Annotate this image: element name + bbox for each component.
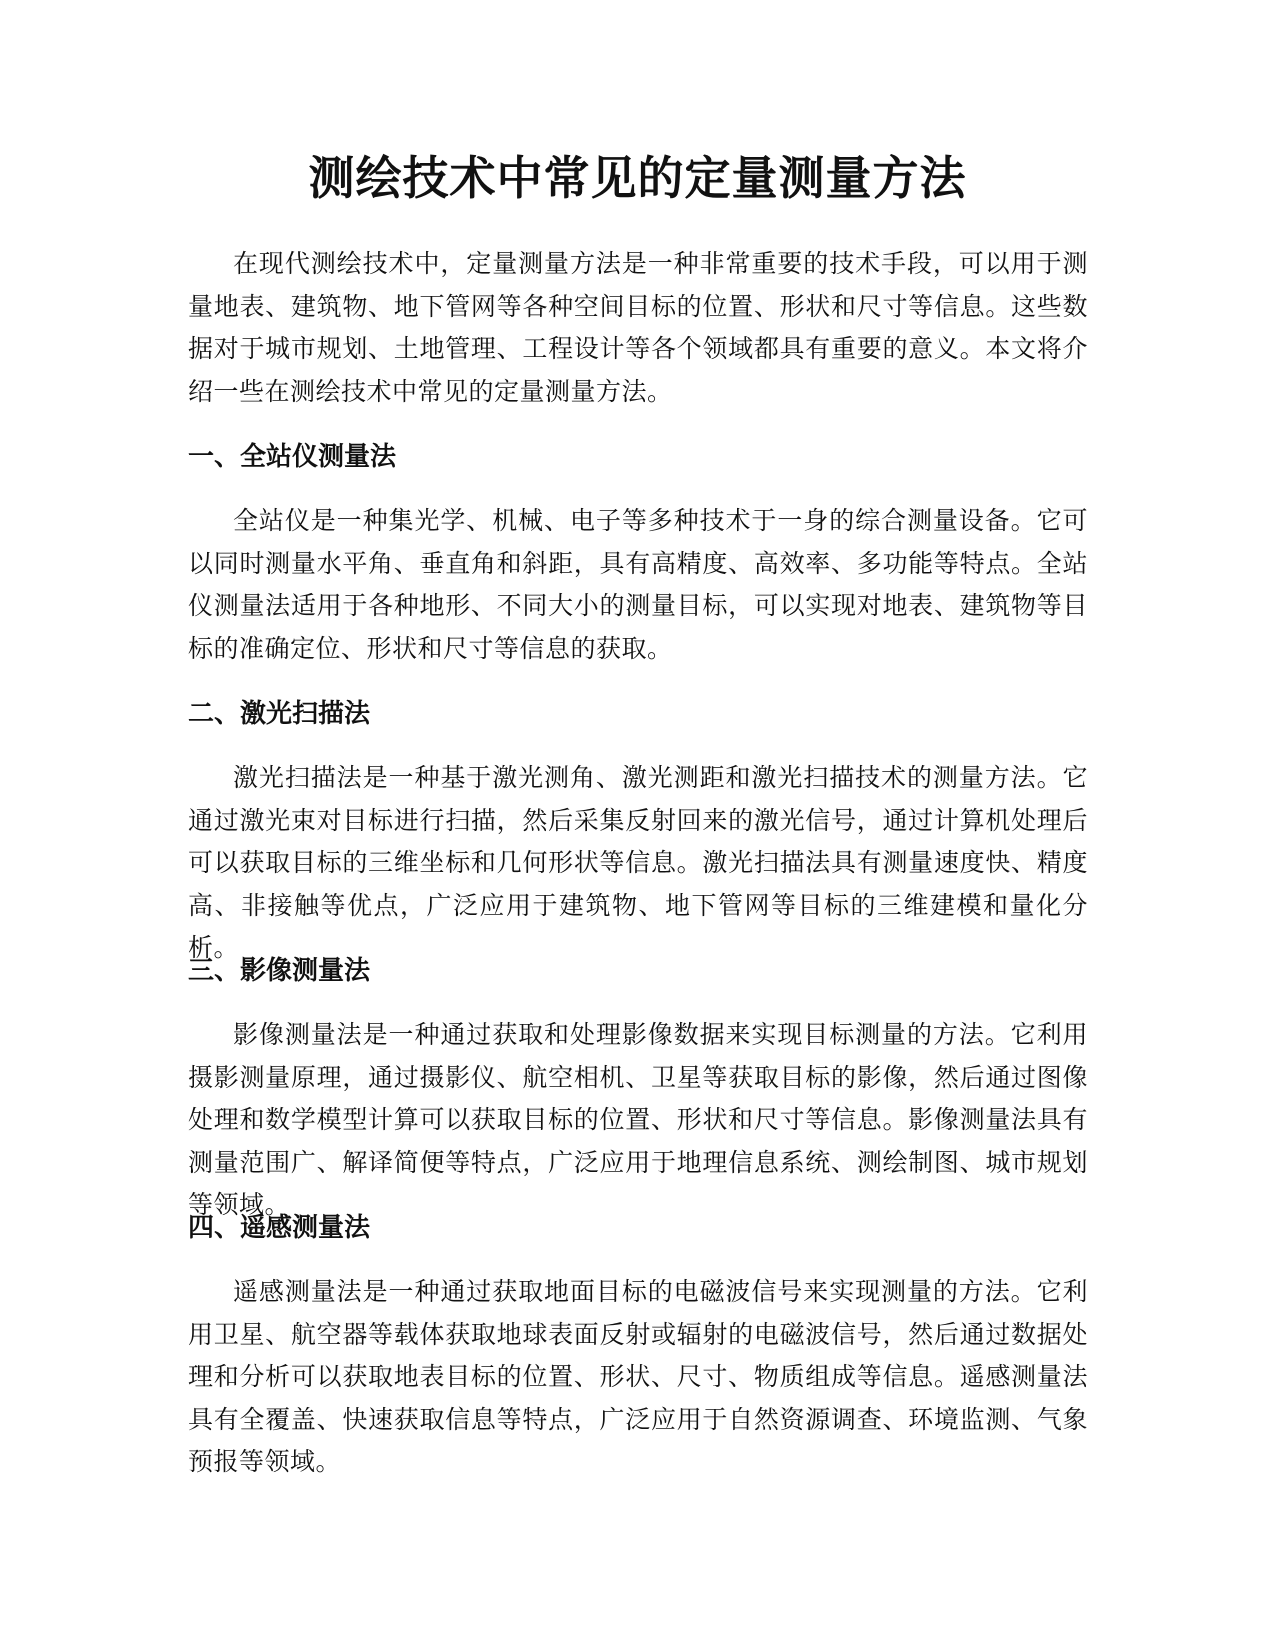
section-heading-total-station: 一、全站仪测量法 xyxy=(188,442,397,472)
section-body-remote-sensing: 遥感测量法是一种通过获取地面目标的电磁波信号来实现测量的方法。它利用卫星、航空器等载体获取地球表面反射或辐射的电磁波信号，然后通过数据处理和分析可以获取地表目标的位置、形状、尺寸、物质组成等信息。遥感测量法具有全覆盖、快速获取信息等特点，广泛应用于自然资源调查、环境监测、气象预报等领域。 xyxy=(188,1277,1088,1476)
section-body-laser-scanning: 激光扫描法是一种基于激光测角、激光测距和激光扫描技术的测量方法。它通过激光束对目标进行扫描，然后采集反射回来的激光信号，通过计算机处理后可以获取目标的三维坐标和几何形状等信息。激光扫描法具有测量速度快、精度高、非接触等优点，广泛应用于建筑物、地下管网等目标的三维建模和量化分析。 xyxy=(188,763,1088,962)
section-body-total-station: 全站仪是一种集光学、机械、电子等多种技术于一身的综合测量设备。它可以同时测量水平角、垂直角和斜距，具有高精度、高效率、多功能等特点。全站仪测量法适用于各种地形、不同大小的测量目标，可以实现对地表、建筑物等目标的准确定位、形状和尺寸等信息的获取。 xyxy=(188,506,1088,663)
section-heading-image-measurement: 三、影像测量法 xyxy=(188,956,371,986)
section-body-image-measurement: 影像测量法是一种通过获取和处理影像数据来实现目标测量的方法。它利用摄影测量原理，通过摄影仪、航空相机、卫星等获取目标的影像，然后通过图像处理和数学模型计算可以获取目标的位置、形状和尺寸等信息。影像测量法具有测量范围广、解译简便等特点，广泛应用于地理信息系统、测绘制图、城市规划等领域。 xyxy=(188,1020,1088,1219)
section-heading-remote-sensing: 四、遥感测量法 xyxy=(188,1213,371,1243)
section-heading-laser-scanning: 二、激光扫描法 xyxy=(188,699,371,729)
intro-paragraph: 在现代测绘技术中，定量测量方法是一种非常重要的技术手段，可以用于测量地表、建筑物、地下管网等各种空间目标的位置、形状和尺寸等信息。这些数据对于城市规划、土地管理、工程设计等各个领域都具有重要的意义。本文将介绍一些在测绘技术中常见的定量测量方法。 xyxy=(188,249,1088,406)
document-title: 测绘技术中常见的定量测量方法 xyxy=(308,151,967,205)
